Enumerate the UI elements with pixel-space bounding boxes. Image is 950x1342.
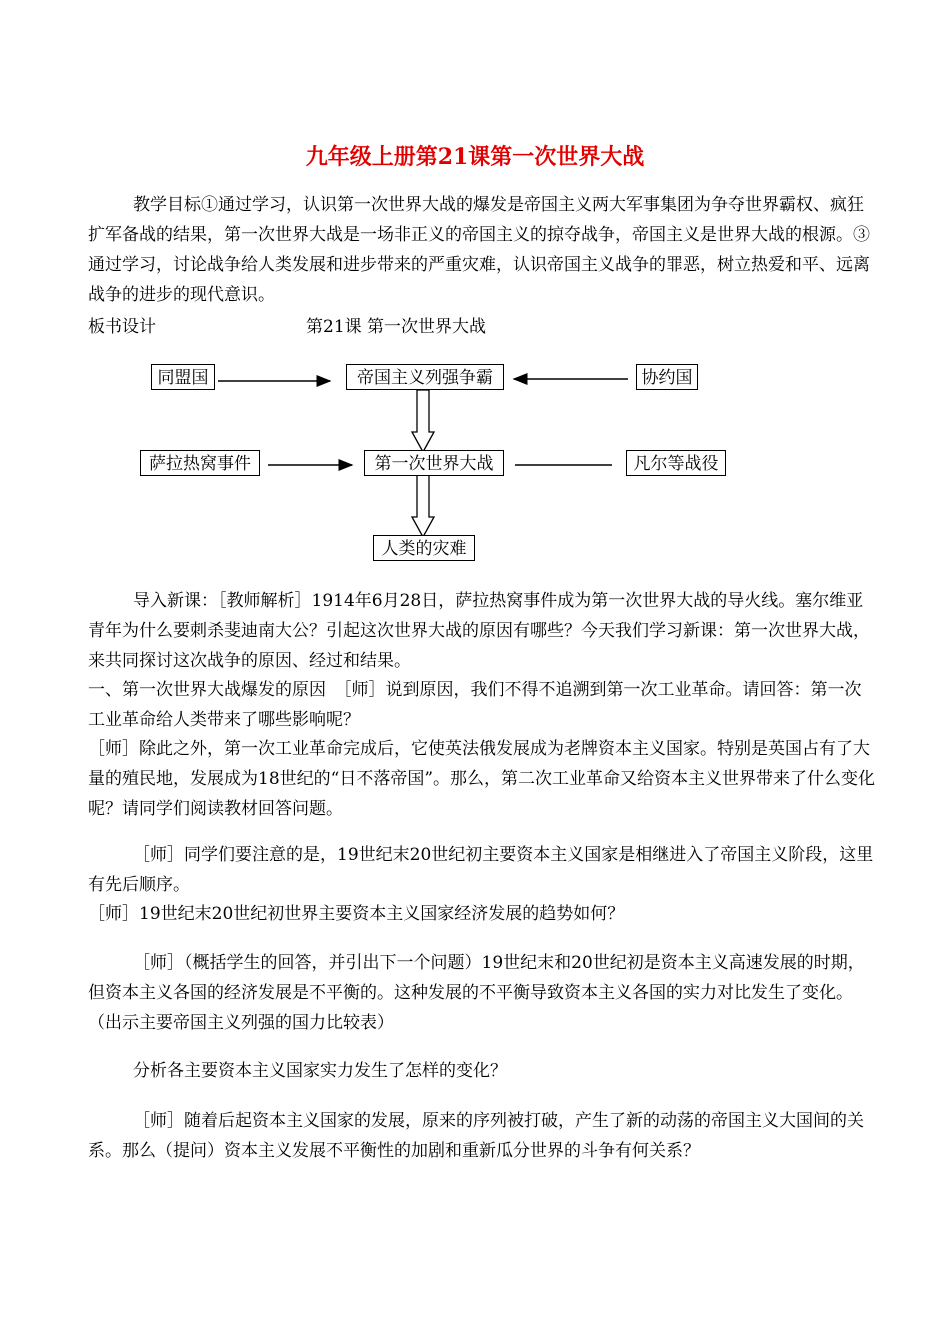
teacher-paragraph-5: ［师］19世纪末20世纪初世界主要资本主义国家经济发展的趋势如何？ [88,904,625,924]
board-design-heading: 第21课 第一次世界大战 [306,317,487,337]
box-imperial-rivalry: 帝国主义列强争霸 [346,364,504,390]
box-entente: 协约国 [636,364,698,390]
box-first-world-war: 第一次世界大战 [364,450,504,476]
down-arrow-rivalry-to-ww1 [412,390,434,452]
down-arrow-ww1-to-disaster [412,475,434,537]
box-central-powers: 同盟国 [151,364,215,390]
section-1-paragraph: 一、第一次世界大战爆发的原因 ［师］说到原因，我们不得不追溯到第一次工业革命。请回答：第一次工业革命给人类带来了哪些影响呢？ [88,680,862,730]
teacher-paragraph-8: ［师］随着后起资本主义国家的发展，原来的序列被打破，产生了新的动荡的帝国主义大国间的关系。那么（提问）资本主义发展不平衡性的加剧和重新瓜分世界的斗争有何关系？ [88,1111,864,1161]
teaching-objectives: 教学目标①通过学习，认识第一次世界大战的爆发是帝国主义两大军事集团为争夺世界霸权、疯狂扩军备战的结果，第一次世界大战是一场非正义的帝国主义的掠夺战争，帝国主义是世界大战的根源。③通过学习，讨论战争给人类发展和进步带来的严重灾难，认识帝国主义战争的罪恶，树立热爱和平、远离战争的进步的现代意识。 [88,195,870,305]
board-design-label: 板书设计 [88,317,156,337]
box-verdun-battles: 凡尔等战役 [626,450,726,476]
box-human-disaster: 人类的灾难 [373,535,475,561]
teacher-paragraph-6: ［师］（概括学生的回答，并引出下一个问题）19世纪末和20世纪初是资本主义高速发展的时期，但资本主义各国的经济发展是不平衡的。这种发展的不平衡导致资本主义各国的实力对比发生了变化。（出示主要帝国主义列强的国力比较表） [88,953,865,1033]
page-title: 九年级上册第21课第一次世界大战 [305,144,645,170]
box-sarajevo-incident: 萨拉热窝事件 [140,450,260,476]
teacher-paragraph-4: ［师］同学们要注意的是，19世纪末20世纪初主要资本主义国家是相继进入了帝国主义阶段，这里有先后顺序。 [88,845,874,895]
teacher-paragraph-3: ［师］除此之外，第一次工业革命完成后，它使英法俄发展成为老牌资本主义国家。特别是英国占有了大量的殖民地，发展成为18世纪的“日不落帝国”。那么，第二次工业革命又给资本主义世界带来了什么变化呢？请同学们阅读教材回答问题。 [88,739,876,819]
question-paragraph-7: 分析各主要资本主义国家实力发生了怎样的变化？ [133,1061,507,1081]
intro-paragraph: 导入新课：［教师解析］1914年6月28日，萨拉热窝事件成为第一次世界大战的导火线。塞尔维亚青年为什么要刺杀斐迪南大公？引起这次世界大战的原因有哪些？今天我们学习新课：第一次世界大战，来共同探讨这次战争的原因、经过和结果。 [88,591,870,671]
